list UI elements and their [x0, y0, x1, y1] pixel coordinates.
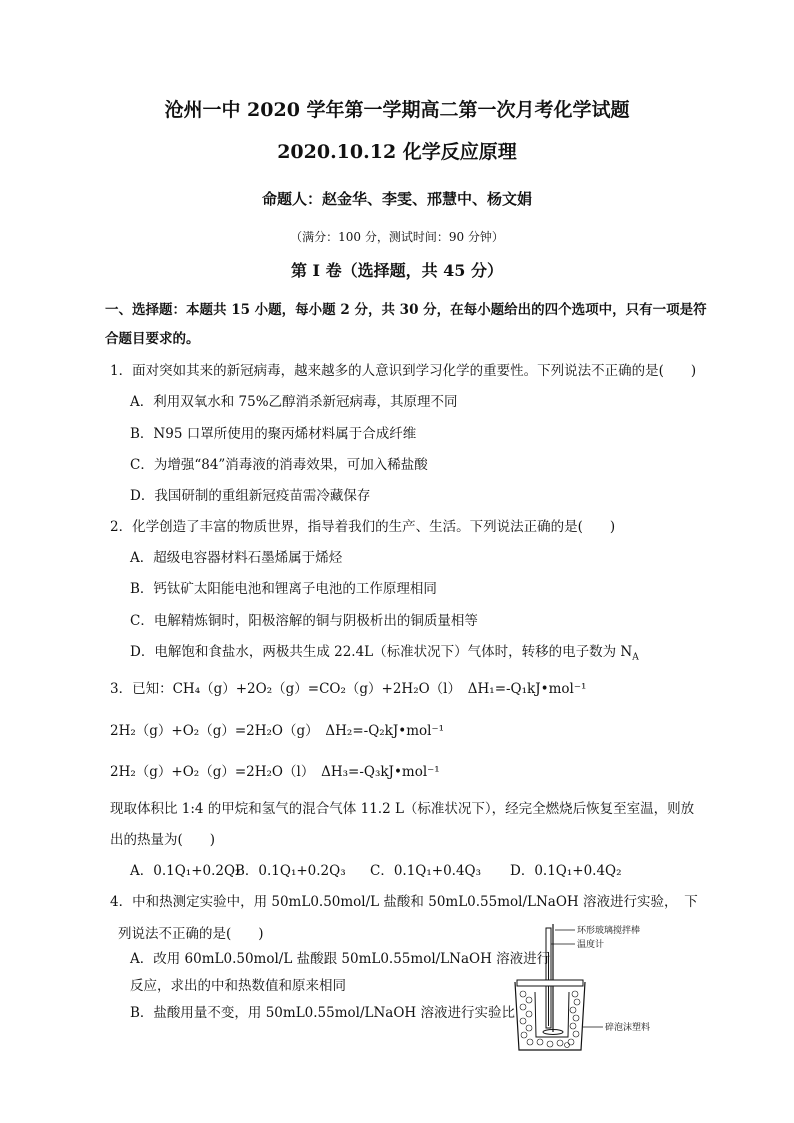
- foam-fill: [520, 991, 580, 1048]
- question-2-option-d-text: D．电解饱和食盐水，两极共生成 22.4L（标准状况下）气体时，转移的电子数为 N: [130, 644, 633, 660]
- question-2-option-d-subscript: A: [632, 652, 639, 663]
- question-3-body: 现取体积比 1:4 的甲烷和氢气的混合气体 11.2 L（标准状况下），经完全燃烧后恢复至室温，则放: [110, 801, 695, 817]
- question-3-option-a: A．0.1Q₁+0.2Q₂: [130, 863, 241, 879]
- question-4-option-a-cont: 反应，求出的中和热数值和原来相同: [130, 978, 346, 994]
- question-3-option-b: B．0.1Q₁+0.2Q₃: [235, 863, 346, 879]
- section-instructions: 一、选择题：本题共 15 小题，每小题 2 分，共 30 分，在每小题给出的四个选项中，只有一项是符: [105, 302, 707, 318]
- label-thermometer: 温度计: [577, 940, 605, 950]
- question-1-option-b: B．N95 口罩所使用的聚丙烯材料属于合成纤维: [130, 426, 417, 442]
- exam-note: （满分：100 分，测试时间：90 分钟）: [290, 230, 504, 244]
- question-3-equation-2: 2H₂（g）+O₂（g）=2H₂O（g） ΔH₂=-Q₂kJ•mol⁻¹: [110, 723, 445, 739]
- question-1-option-a: A．利用双氧水和 75%乙醇消杀新冠病毒，其原理不同: [130, 394, 458, 410]
- section-title: 第 I 卷（选择题，共 45 分）: [290, 261, 504, 280]
- label-stirrer: 环形玻璃搅拌棒: [577, 926, 641, 936]
- question-2-option-c: C．电解精炼铜时，阳极溶解的铜与阴极析出的铜质量相等: [130, 613, 478, 629]
- question-1-option-c: C．为增强“84”消毒液的消毒效果，可加入稀盐酸: [130, 457, 428, 473]
- question-3-stem: [110, 680, 586, 698]
- question-2-option-d: [130, 643, 639, 661]
- question-4-option-b: B．盐酸用量不变，用 50mL0.55mol/LNaOH 溶液进行实验比: [130, 1005, 515, 1021]
- question-3-option-d: D．0.1Q₁+0.4Q₂: [510, 863, 622, 879]
- question-4-stem: 4．中和热测定实验中，用 50mL0.50mol/L 盐酸和 50mL0.55mol/LNaOH 溶液进行实验， 下: [110, 894, 698, 910]
- inner-beaker: [535, 992, 569, 1037]
- question-2-option-b: B．钙钛矿太阳能电池和锂离子电池的工作原理相同: [130, 581, 437, 597]
- calorimeter-figure: [505, 922, 670, 1057]
- question-3-equation-1: CH₄（g）+2O₂（g）=CO₂（g）+2H₂O（l） ΔH₁=-Q₁kJ•mol⁻¹: [172, 681, 587, 697]
- exam-title: 沧州一中 2020 学年第一学期高二第一次月考化学试题: [164, 99, 630, 121]
- question-1-option-d: D．我国研制的重组新冠疫苗需冷藏保存: [130, 488, 371, 504]
- question-3-option-c: C．0.1Q₁+0.4Q₃: [370, 863, 482, 879]
- section-instructions-cont: 合题目要求的。: [105, 331, 200, 347]
- question-2-stem: 2．化学创造了丰富的物质世界，指导着我们的生产、生活。下列说法正确的是( ): [110, 519, 616, 535]
- calorimeter-lid: [517, 980, 583, 986]
- question-3-body-cont: 出的热量为( ): [110, 832, 216, 848]
- exam-authors: 命题人：赵金华、李雯、邢慧中、杨文娟: [261, 190, 532, 208]
- label-foam: 碎泡沫塑料: [605, 1023, 651, 1033]
- question-1-stem: 1．面对突如其来的新冠病毒，越来越多的人意识到学习化学的重要性。下列说法不正确的是( ): [110, 363, 697, 379]
- question-3-equation-3: 2H₂（g）+O₂（g）=2H₂O（l） ΔH₃=-Q₃kJ•mol⁻¹: [110, 764, 440, 780]
- question-4-stem-cont: 列说法不正确的是( ): [118, 926, 264, 942]
- question-4-option-a: A．改用 60mL0.50mol/L 盐酸跟 50mL0.55mol/LNaOH 溶液进行: [130, 951, 551, 967]
- question-3-prefix: 3．已知：: [110, 681, 173, 697]
- question-2-option-a: A．超级电容器材料石墨烯属于烯烃: [130, 550, 343, 566]
- exam-subtitle: 2020.10.12 化学反应原理: [277, 141, 517, 163]
